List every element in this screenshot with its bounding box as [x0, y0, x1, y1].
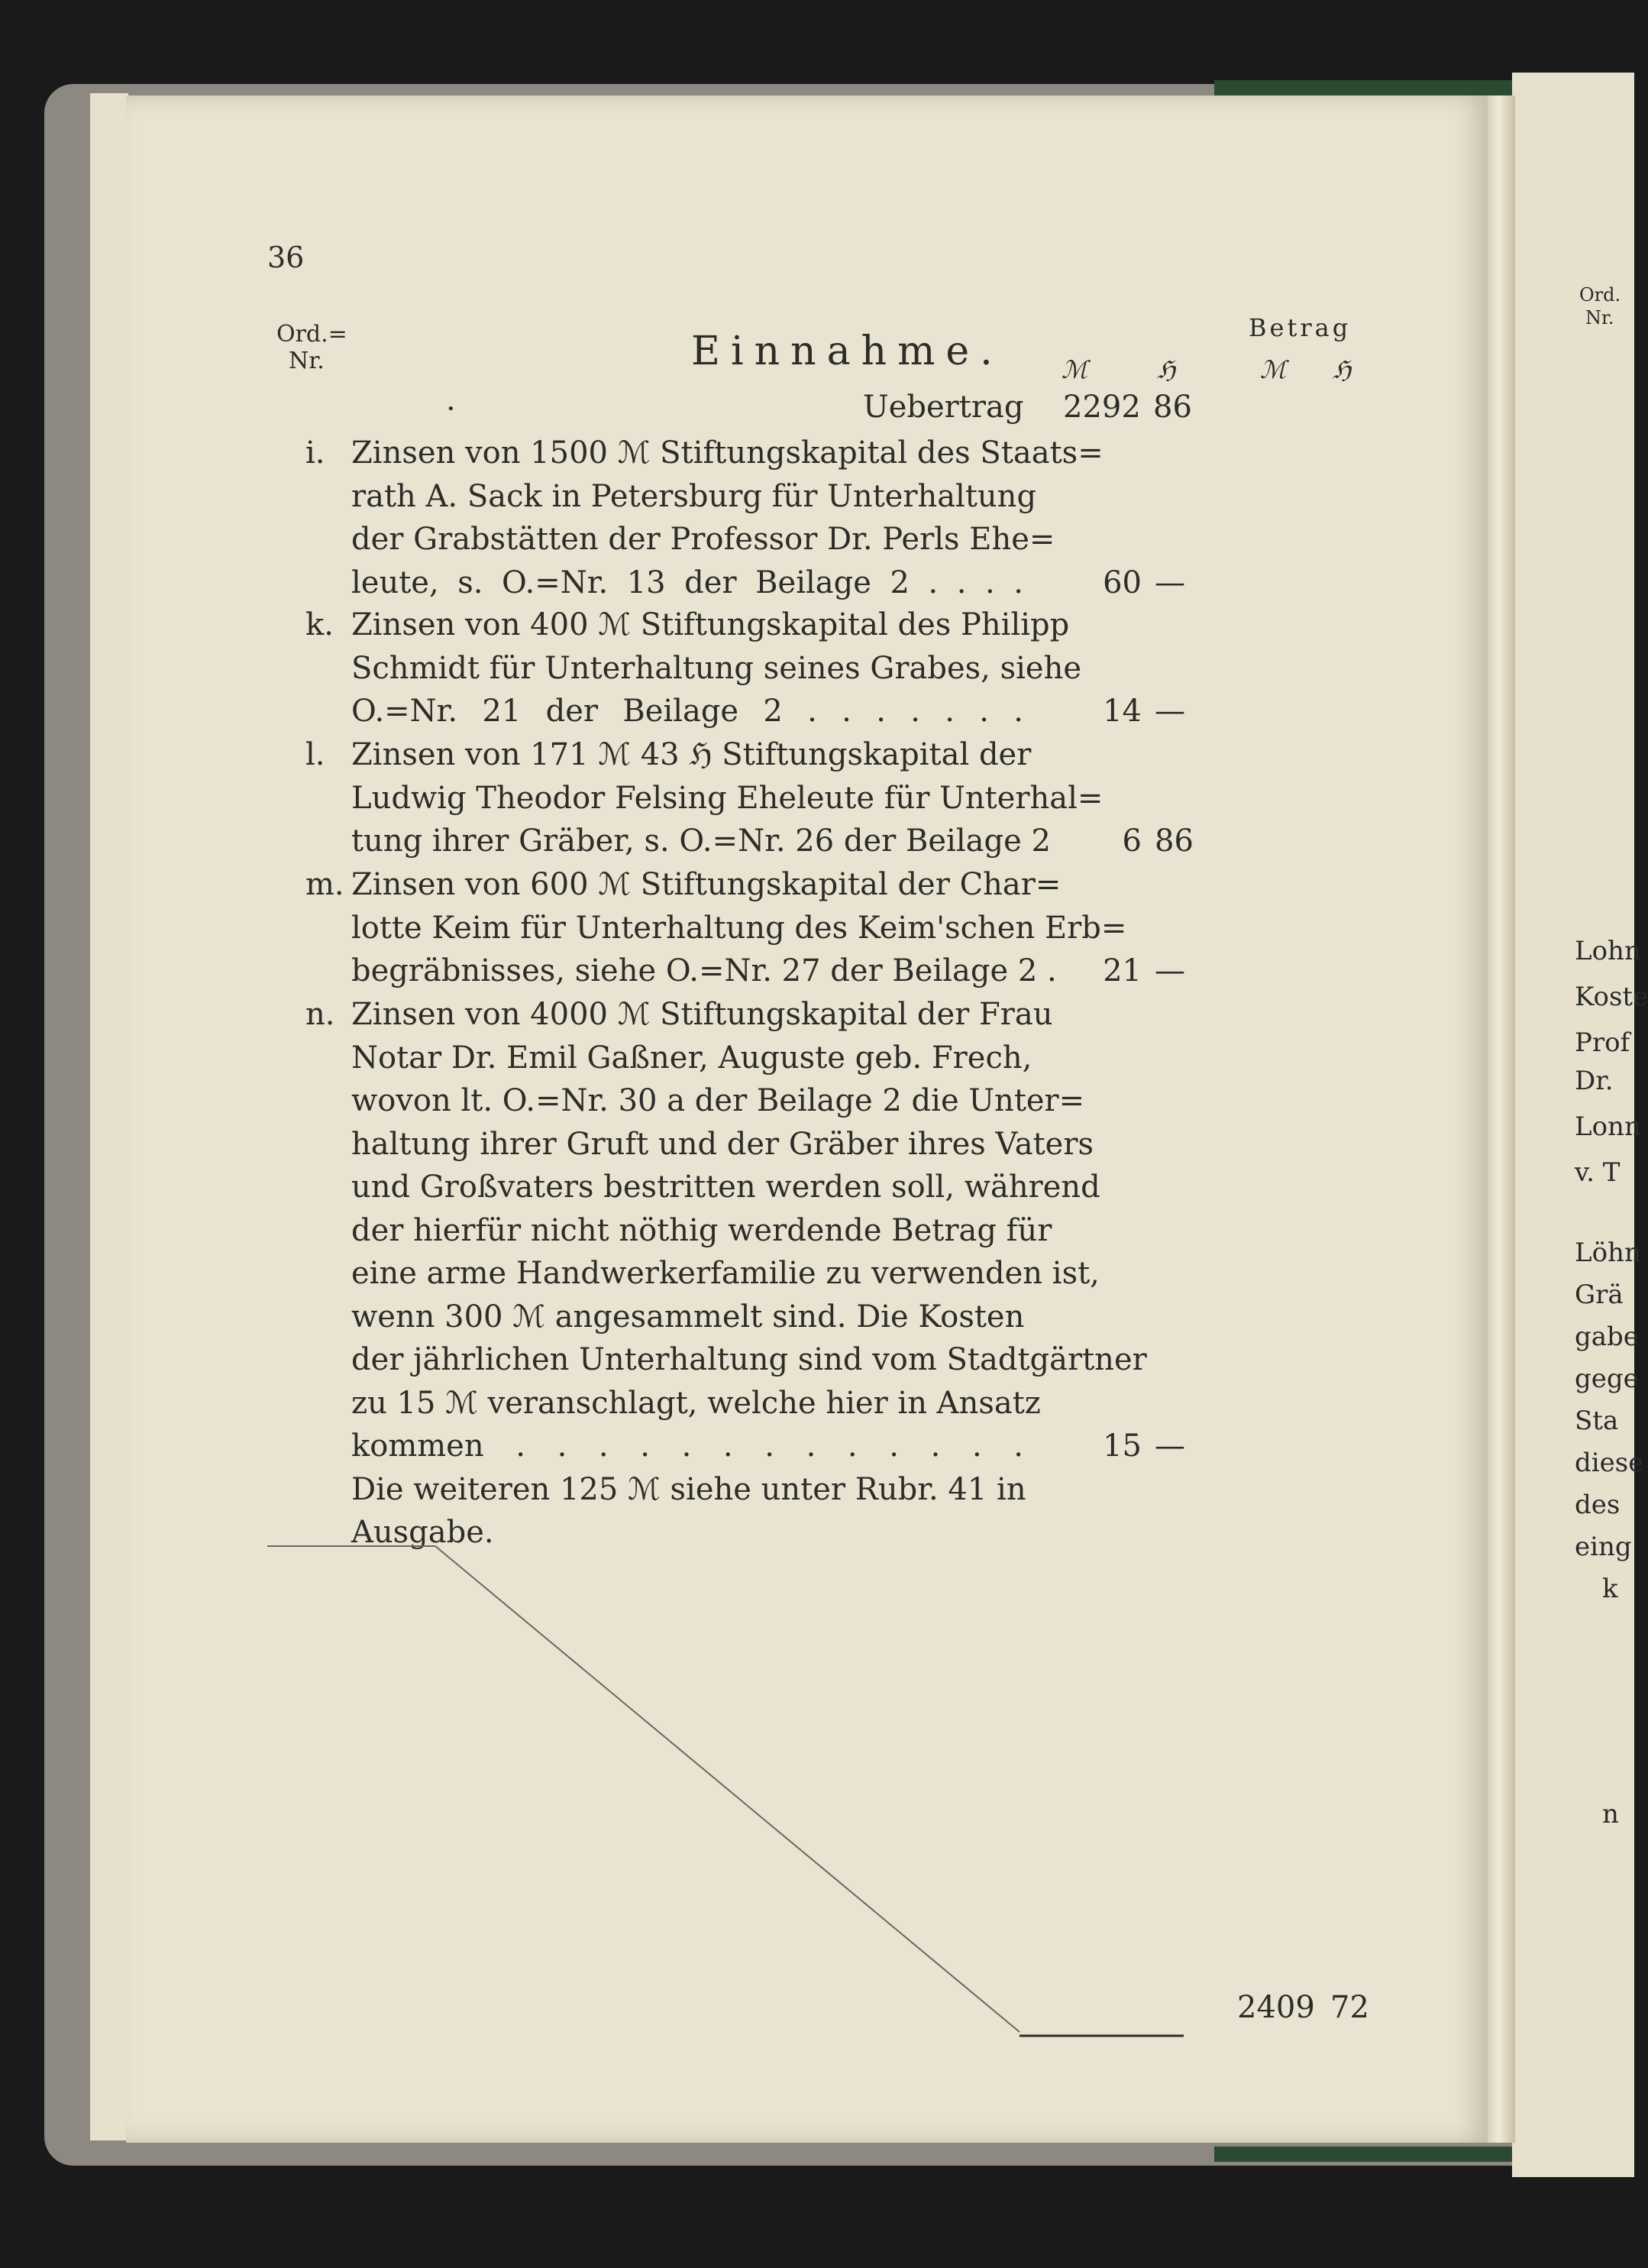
- entry-text-line: Zinsen von 1500 ℳ Stiftungskapital des Staats=: [351, 435, 1104, 471]
- ord-header-line2: Nr.: [289, 348, 325, 374]
- entry-pfennig-amount: 86: [1155, 823, 1194, 859]
- entry-text-line: Die weiteren 125 ℳ siehe unter Rubr. 41 in: [351, 1471, 1026, 1507]
- entry-text-line: haltung ihrer Gruft und der Gräber ihres Vaters: [351, 1126, 1094, 1162]
- betrag-header: Betrag: [1249, 313, 1352, 342]
- entry-mark-amount: 60: [1103, 565, 1142, 600]
- entry-text-line: der jährlichen Unterhaltung sind vom Stadtgärtner: [351, 1342, 1147, 1377]
- entry-pfennig-amount: —: [1155, 565, 1185, 600]
- uebertrag-mark: 2292: [1063, 390, 1141, 425]
- right-page-fragment: diese: [1575, 1448, 1644, 1478]
- right-page-fragment: Dr.: [1575, 1066, 1614, 1096]
- total-mark: 2409: [1237, 1990, 1315, 2025]
- entry-ord-number: k.: [305, 607, 334, 642]
- entry-pfennig-amount: —: [1155, 953, 1185, 988]
- page-number: 36: [267, 241, 305, 274]
- right-page-fragment: Prof: [1575, 1027, 1630, 1058]
- entry-text-line: kommen . . . . . . . . . . . . .: [351, 1428, 1023, 1464]
- uebertrag-pfennig: 86: [1153, 390, 1192, 425]
- right-page-fragment: Lohn: [1575, 936, 1641, 966]
- entry-ord-number: l.: [305, 737, 325, 772]
- entry-pfennig-amount: —: [1155, 694, 1185, 729]
- entry-text-line: begräbnisses, siehe O.=Nr. 27 der Beilage 2 .: [351, 953, 1057, 988]
- right-page-fragment: Löhn: [1575, 1238, 1641, 1268]
- right-page-fragment: Grä: [1575, 1280, 1624, 1310]
- entry-text-line: und Großvaters bestritten werden soll, während: [351, 1170, 1100, 1205]
- right-page-fragment: gege: [1575, 1364, 1639, 1394]
- entry-mark-amount: 15: [1103, 1428, 1142, 1464]
- entry-text-line: Zinsen von 4000 ℳ Stiftungskapital der Frau: [351, 997, 1053, 1032]
- entry-text-line: der Grabstätten der Professor Dr. Perls Ehe=: [351, 522, 1055, 557]
- right-page-fragment: Lonn: [1575, 1111, 1641, 1142]
- entry-text-line: Schmidt für Unterhaltung seines Grabes, siehe: [351, 650, 1081, 686]
- right-page-fragment: des: [1575, 1490, 1621, 1520]
- entry-text-line: Ausgabe.: [351, 1515, 494, 1550]
- right-page-fragment: k: [1602, 1574, 1618, 1604]
- mark-column-header-2: ℳ: [1260, 355, 1287, 384]
- entry-ord-number: n.: [305, 997, 335, 1032]
- entry-text-line: Ludwig Theodor Felsing Eheleute für Unterhal=: [351, 780, 1104, 816]
- uebertrag-label: Uebertrag: [863, 390, 1024, 425]
- total-pfennig: 72: [1330, 1990, 1369, 2025]
- right-nr-label: Nr.: [1585, 307, 1614, 328]
- right-page-fragment: Koste: [1575, 982, 1648, 1012]
- entry-mark-amount: 21: [1103, 953, 1142, 988]
- ord-header-line1: Ord.=: [276, 321, 347, 348]
- entry-text-line: Zinsen von 600 ℳ Stiftungskapital der Char=: [351, 867, 1062, 902]
- right-page-fragment: Sta: [1575, 1406, 1619, 1436]
- entry-text-line: leute, s. O.=Nr. 13 der Beilage 2 . . . .: [351, 565, 1023, 600]
- entry-text-line: wenn 300 ℳ angesammelt sind. Die Kosten: [351, 1299, 1025, 1335]
- pfennig-column-header-2: ℌ: [1333, 355, 1352, 384]
- right-page-fragment: gabe: [1575, 1322, 1639, 1352]
- entry-text-line: Zinsen von 171 ℳ 43 ℌ Stiftungskapital der: [351, 737, 1032, 772]
- ink-dot: •: [447, 401, 455, 417]
- entry-mark-amount: 14: [1103, 694, 1142, 729]
- entry-text-line: eine arme Handwerkerfamilie zu verwenden ist,: [351, 1256, 1100, 1291]
- entry-text-line: tung ihrer Gräber, s. O.=Nr. 26 der Beilage 2: [351, 823, 1051, 859]
- entry-text-line: Zinsen von 400 ℳ Stiftungskapital des Philipp: [351, 607, 1070, 642]
- entry-pfennig-amount: —: [1155, 1428, 1185, 1464]
- entry-text-line: zu 15 ℳ veranschlagt, welche hier in Ansatz: [351, 1385, 1041, 1421]
- right-page-fragment: v. T: [1575, 1157, 1621, 1188]
- right-ord-label: Ord.: [1579, 284, 1621, 306]
- entry-text-line: Notar Dr. Emil Gaßner, Auguste geb. Frech,: [351, 1040, 1032, 1076]
- entry-text-line: O.=Nr. 21 der Beilage 2 . . . . . . .: [351, 694, 1023, 729]
- entry-ord-number: i.: [305, 435, 325, 471]
- entry-text-line: der hierfür nicht nöthig werdende Betrag für: [351, 1212, 1052, 1248]
- entry-mark-amount: 6: [1122, 823, 1142, 859]
- entry-text-line: rath A. Sack in Petersburg für Unterhaltung: [351, 478, 1037, 514]
- entry-ord-number: m.: [305, 867, 344, 902]
- entry-text-line: lotte Keim für Unterhaltung des Keim'schen Erb=: [351, 910, 1127, 946]
- mark-column-header: ℳ: [1062, 355, 1088, 384]
- right-page-fragment: n: [1602, 1799, 1619, 1830]
- entry-text-line: wovon lt. O.=Nr. 30 a der Beilage 2 die Unter=: [351, 1083, 1085, 1118]
- pfennig-column-header: ℌ: [1157, 355, 1176, 384]
- right-page-fragment: eing: [1575, 1532, 1632, 1562]
- page-title: Einnahme.: [691, 328, 1003, 374]
